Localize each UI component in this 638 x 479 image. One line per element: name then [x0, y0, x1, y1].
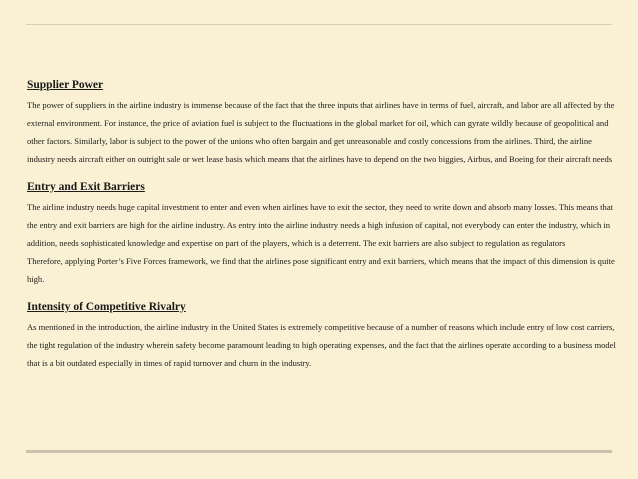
section-paragraph: The power of suppliers in the airline industry is immense because of the fact that the three inputs that airlines have in terms of fuel, aircraft, and labor are all affected by the external environment. For instance, the price of aviation fuel is subject to the fluctuations in the global market for oil, which can gyrate wildly because of geopolitical and other factors. Similarly, labor is subject to the power of the unions who often bargain and get unreasonable and costly concessions from the airlines. Third, the airline industry needs aircraft either on outright sale or wet lease basis which means that the airlines have to depend on the two biggies, Airbus, and Boeing for their aircraft needs	[27, 100, 615, 164]
section-entry-exit-barriers	[27, 180, 617, 288]
section-heading: Intensity of Competitive Rivalry	[27, 301, 186, 313]
bottom-divider	[26, 450, 612, 453]
section-paragraph: As mentioned in the introduction, the airline industry in the United States is extremely competitive because of a number of reasons which include entry of low cost carriers, the tight regulation of the industry wherein safety become paramount leading to high operating expenses, and the fact that the airlines operate according to a business model that is a bit outdated especially in times of rapid turnover and churn in the industry.	[27, 322, 616, 368]
section-heading: Entry and Exit Barriers	[27, 181, 145, 193]
slide-content	[27, 78, 617, 372]
section-competitive-rivalry	[27, 300, 617, 372]
top-divider	[26, 24, 612, 25]
section-heading: Supplier Power	[27, 79, 104, 91]
section-paragraph: The airline industry needs huge capital investment to enter and even when airlines have to exit the sector, they need to write down and absorb many losses. This means that the entry and exit barriers are high for the airline industry. As entry into the airline industry needs a high infusion of capital, not everybody can enter the industry, which in addition, needs sophisticated knowledge and expertise on part of the players, which is a deterrent. The exit barriers are also subject to regulation as regulators	[27, 202, 613, 248]
section-supplier-power	[27, 78, 617, 168]
section-paragraph: Therefore, applying Porter’s Five Forces framework, we find that the airlines pose significant entry and exit barriers, which means that the impact of this dimension is quite high.	[27, 256, 615, 284]
